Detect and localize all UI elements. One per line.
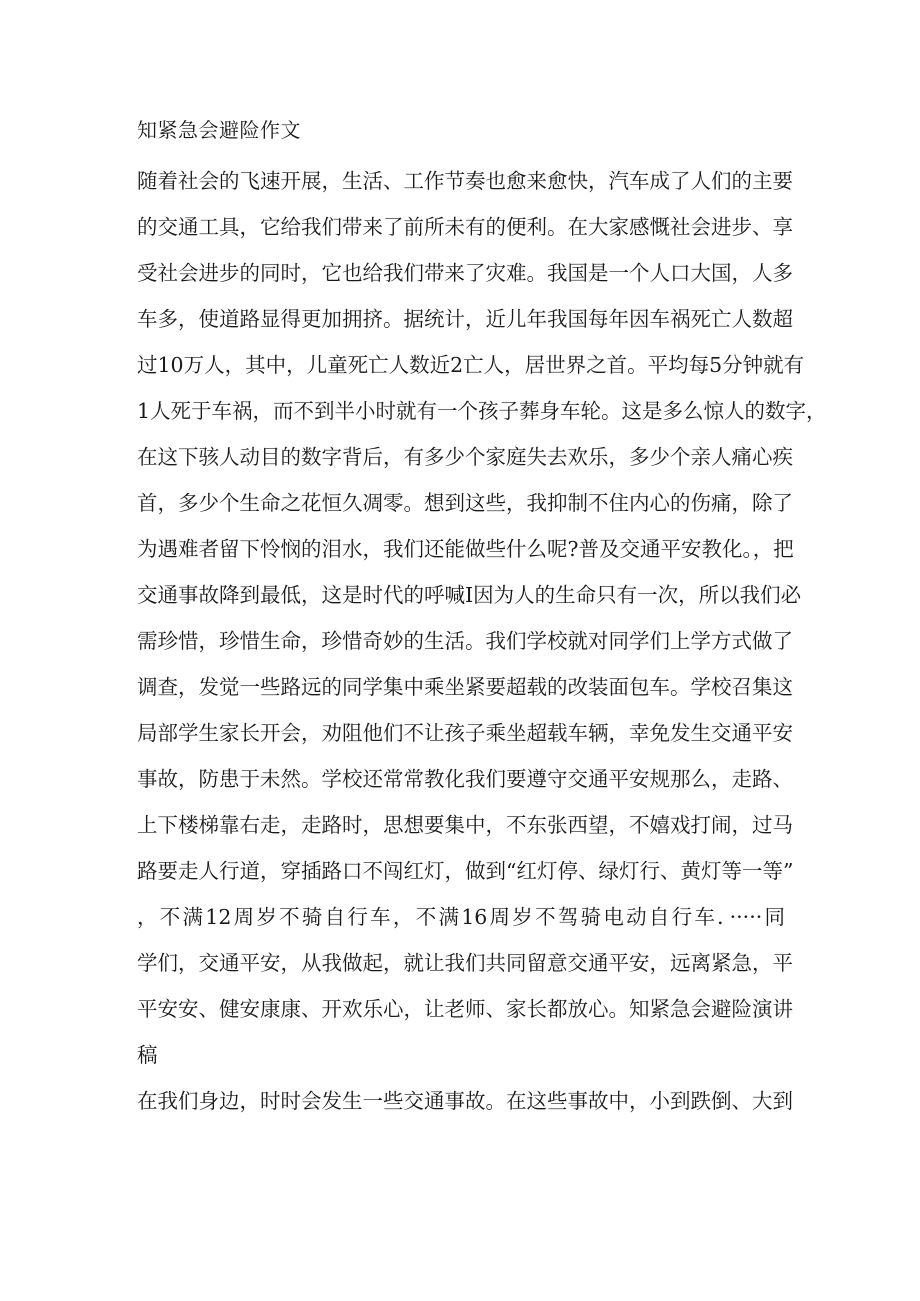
paragraph-line: 需珍惜，珍惜生命，珍惜奇妙的生活。我们学校就对同学们上学方式做了 xyxy=(137,629,793,653)
paragraph-line: ，不满12周岁不骑自行车，不满16周岁不驾骑电动自行车．·····同 xyxy=(137,905,785,929)
paragraph-line: 过10万人，其中，儿童死亡人数近2亡人，居世界之首。平均每5分钟就有 xyxy=(137,353,805,377)
paragraph-line: 路要走人行道，穿插路口不闯红灯，做到“红灯停、绿灯行、黄灯等一等” xyxy=(137,859,794,883)
paragraph-line: 首，多少个生命之花恒久凋零。想到这些，我抑制不住内心的伤痛，除了 xyxy=(137,491,793,515)
paragraph-line: 车多，使道路显得更加拥挤。据统计，近儿年我国每年因车祸死亡人数超 xyxy=(137,307,793,331)
paragraph-line: 的交通工具，它给我们带来了前所未有的便利。在大家感慨社会进步、享 xyxy=(137,215,793,239)
paragraph-line: 在这下骇人动目的数字背后，有多少个家庭失去欢乐，多少个亲人痛心疾 xyxy=(137,445,793,469)
paragraph-line: 局部学生家长开会，劝阻他们不让孩子乘坐超载车辆，幸免发生交通平安 xyxy=(137,721,793,745)
paragraph-line: 受社会进步的同时，它也给我们带来了灾难。我国是一个人口大国，人多 xyxy=(137,261,793,285)
paragraph-line: 事故，防患于未然。学校还常常教化我们要遵守交通平安规那么，走路、 xyxy=(137,767,793,791)
paragraph-line: 为遇难者留下怜悯的泪水，我们还能做些什么呢?普及交通平安教化。，把 xyxy=(137,537,794,561)
paragraph-line: 调查，发觉一些路远的同学集中乘坐紧要超载的改装面包车。学校召集这 xyxy=(137,675,793,699)
paragraph-line: 交通事故降到最低，这是时代的呼喊I因为人的生命只有一次，所以我们必 xyxy=(137,583,802,607)
paragraph-line: 1人死于车祸，而不到半小时就有一个孩子葬身车轮。这是多么惊人的数字， xyxy=(137,399,827,423)
document-title: 知紧急会避险作文 xyxy=(137,118,301,142)
paragraph-line: 稿 xyxy=(137,1043,158,1067)
paragraph-line: 平安安、健安康康、开欢乐心，让老师、家长都放心。知紧急会避险演讲 xyxy=(137,997,793,1021)
paragraph-line: 随着社会的飞速开展，生活、工作节奏也愈来愈快，汽车成了人们的主要 xyxy=(137,169,793,193)
paragraph-line: 在我们身边，时时会发生一些交通事故。在这些事故中，小到跌倒、大到 xyxy=(137,1089,793,1113)
paragraph-line: 上下楼梯靠右走，走路时，思想要集中，不东张西望，不嬉戏打闹，过马 xyxy=(137,813,793,837)
paragraph-line: 学们，交通平安，从我做起，就让我们共同留意交通平安，远离紧急，平 xyxy=(137,951,793,975)
